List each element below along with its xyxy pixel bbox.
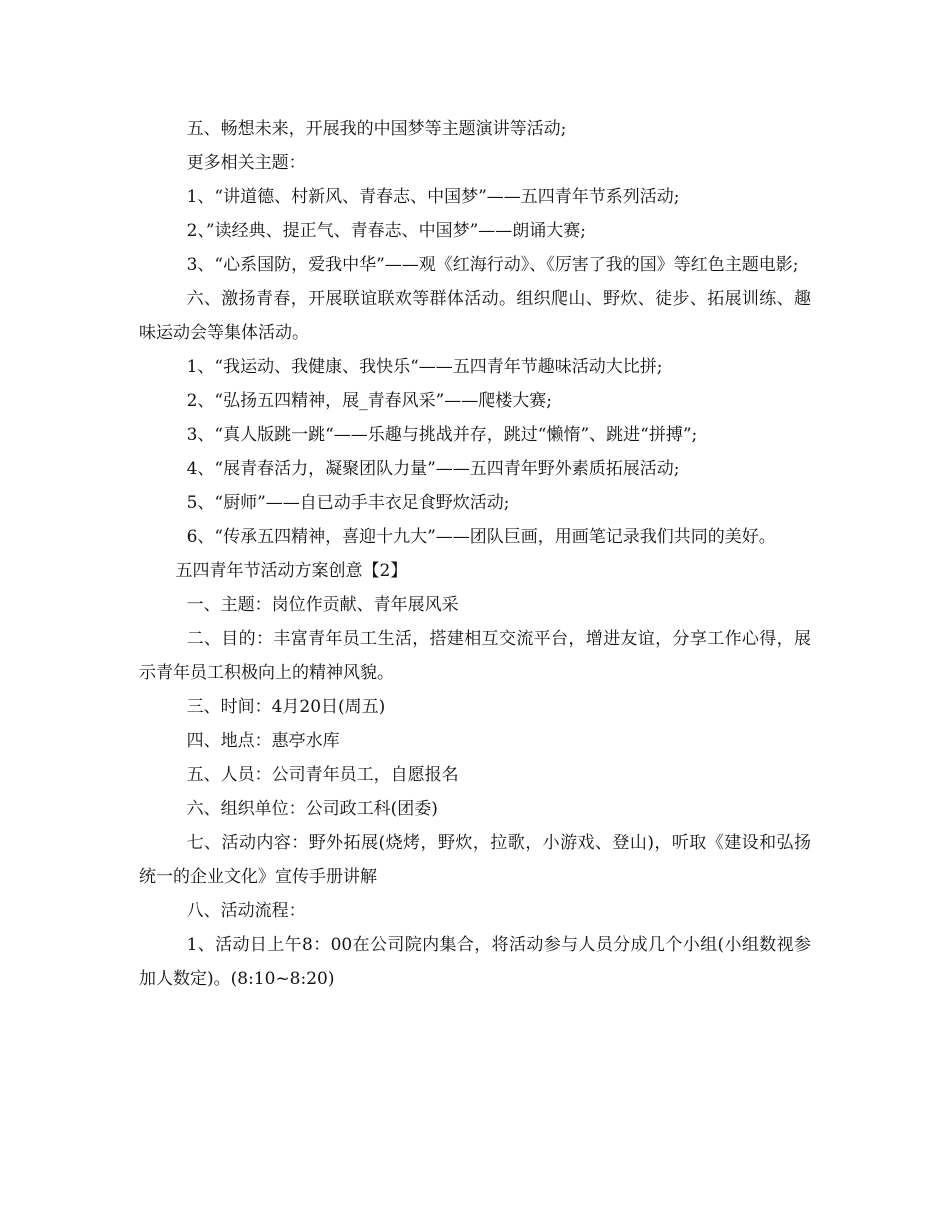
plan-personnel: 五、人员：公司青年员工，自愿报名 bbox=[186, 765, 459, 785]
plan-theme: 一、主题：岗位作贡献、青年展风采 bbox=[186, 595, 459, 615]
activity-item-2: 2、“弘扬五四精神，展_青春风采”——爬楼大赛; bbox=[186, 391, 553, 411]
section-heading-2: 五四青年节活动方案创意【2】 bbox=[175, 561, 408, 581]
plan-location: 四、地点：惠亭水库 bbox=[186, 731, 340, 751]
theme-item-2: 2、”读经典、提正气、青春志、中国梦”——朗诵大赛; bbox=[186, 221, 587, 241]
activity-item-3: 3、“真人版跳一跳“——乐趣与挑战并存，跳过“懒惰”、跳进“拼搏”; bbox=[186, 425, 698, 445]
plan-process-heading: 八、活动流程： bbox=[186, 901, 306, 921]
activity-item-6: 6、“传承五四精神，喜迎十九大”——团队巨画，用画笔记录我们共同的美好。 bbox=[186, 527, 776, 547]
theme-item-3: 3、“心系国防，爱我中华”——观《红海行动》、《厉害了我的国》等红色主题电影; bbox=[186, 255, 799, 275]
theme-item-1: 1、“讲道德、村新风、青春志、中国梦”——五四青年节系列活动; bbox=[186, 187, 680, 207]
plan-content: 七、活动内容：野外拓展(烧烤，野炊，拉歌，小游戏、登山)，听取《建设和弘扬统一的企业文化》宣传手册讲解 bbox=[139, 833, 811, 887]
document-body bbox=[139, 112, 811, 996]
activity-item-4: 4、“展青春活力，凝聚团队力量”——五四青年野外素质拓展活动; bbox=[186, 459, 680, 479]
plan-process-step-1: 1、活动日上午8：00在公司院内集合，将活动参与人员分成几个小组(小组数视参加人数定)。(8:10~8:20) bbox=[139, 935, 811, 989]
plan-purpose: 二、目的：丰富青年员工生活，搭建相互交流平台，增进友谊，分享工作心得，展示青年员工积极向上的精神风貌。 bbox=[139, 629, 811, 683]
paragraph-6-youth: 六、激扬青春，开展联谊联欢等群体活动。组织爬山、野炊、徒步、拓展训练、趣味运动会等集体活动。 bbox=[139, 289, 811, 343]
plan-organizer: 六、组织单位：公司政工科(团委) bbox=[186, 799, 438, 819]
paragraph-more-themes: 更多相关主题： bbox=[186, 153, 306, 173]
activity-item-5: 5、“厨师”——自已动手丰衣足食野炊活动; bbox=[186, 493, 510, 513]
paragraph-5-future: 五、畅想未来，开展我的中国梦等主题演讲等活动; bbox=[186, 119, 567, 139]
plan-time: 三、时间：4月20日(周五) bbox=[186, 697, 386, 717]
activity-item-1: 1、“我运动、我健康、我快乐“——五四青年节趣味活动大比拼; bbox=[186, 357, 663, 377]
